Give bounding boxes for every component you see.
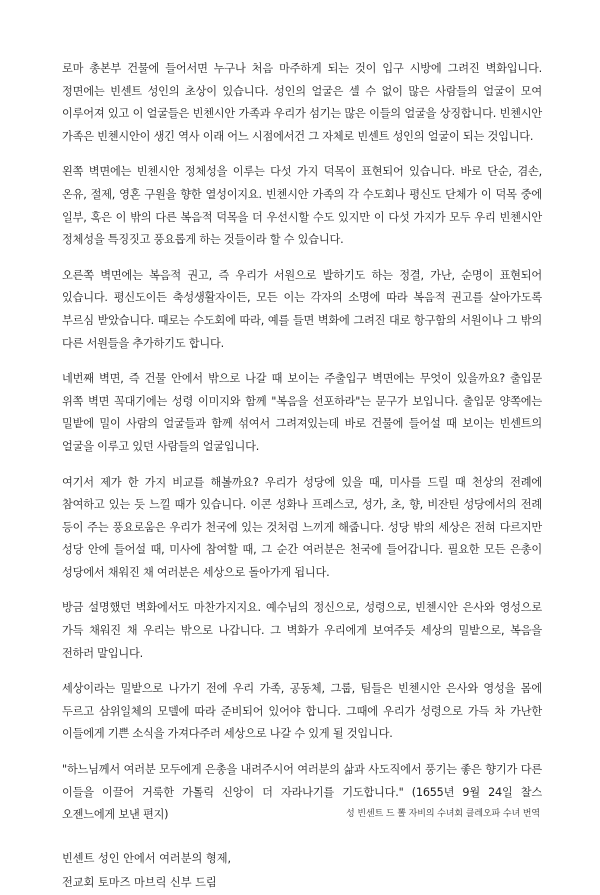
paragraph-mural-meaning: 방금 설명했던 벽화에서도 마찬가지지요. 예수님의 정신으로, 성령으로, 빈첸시안 은사와 영성으로 가득 채워진 채 우리는 밖으로 나갑니다. 그 벽화가 우리에게 보여주듯 세상의 밀밭으로, 복음을 전하러 말입니다. [62, 601, 542, 660]
translator-credit: 성 빈센트 드 뽈 자비의 수녀회 클레오파 수녀 번역 [346, 809, 540, 819]
paragraph-entrance-mural: 로마 총본부 건물에 들어서면 누구나 처음 마주하게 되는 것이 입구 시방에 그려진 벽화입니다. 정면에는 빈센트 성인의 초상이 있습니다. 성인의 얼굴은 셀 수 없이 많은 사람들의 얼굴이 모여 이루어져 있고 이 얼굴들은 빈첸시안 가족과 우리가 섬기는 많은 이들의 얼굴을 상징합니다. 빈첸시안 가족은 빈첸시안이 생긴 역사 이래 어느 시점에서건 그 자체로 빈센트 성인의 얼굴이 되는 것입니다. [62, 62, 542, 143]
signoff-line-1: 빈센트 성인 안에서 여러분의 형제, [62, 851, 232, 865]
paragraph-left-wall: 왼쪽 벽면에는 빈첸시안 정체성을 이루는 다섯 가지 덕목이 표현되어 있습니다. 바로 단순, 겸손, 온유, 절제, 영혼 구원을 향한 열성이지요. 빈첸시안 가족의 각 수도회나 평신도 단체가 이 덕목 중에 일부, 혹은 이 밖의 다른 복음적 덕목을 더 우선시할 수도 있지만 이 다섯 가지가 모두 우리 빈첸시안 정체성을 특징짓고 풍요롭게 하는 것들이라 할 수 있습니다. [62, 165, 542, 247]
paragraph-quote: "하느님께서 여러분 모두에게 은총을 내려주시어 여러분의 삶과 사도직에서 풍기는 좋은 향기가 다른 이들을 이끌어 거룩한 가톨릭 신앙이 더 자라나기를 기도합니다." (1655년 9월 24일 찰스 오젠느에게 보낸 편지) [62, 763, 542, 822]
paragraph-wheat-field: 세상이라는 밀밭으로 나가기 전에 우리 가족, 공동체, 그룹, 팀들은 빈첸시안 은사와 영성을 몸에 두르고 삼위일체의 모델에 따라 준비되어 있어야 합니다. 그때에 우리가 성령으로 가득 차 가난한 이들에게 기쁜 소식을 가져다주러 세상으로 나갈 수 있게 될 것입니다. [62, 682, 542, 741]
paragraph-comparison: 여기서 제가 한 가지 비교를 해볼까요? 우리가 성당에 있을 때, 미사를 드릴 때 천상의 전례에 참여하고 있는 듯 느낄 때가 있습니다. 이콘 성화나 프레스코, 성가, 초, 향, 비잔틴 성당에서의 전례 등이 주는 풍요로움은 우리가 천국에 있는 것처럼 느끼게 해줍니다. 성당 밖의 세상은 전혀 다르지만 성당 안에 들어설 때, 미사에 참여할 때, 그 순간 여러분은 천국에 들어갑니다. 필요한 모든 은총이 성당에서 채워진 채 여러분은 세상으로 돌아가게 됩니다. [62, 475, 542, 579]
signoff-line-2: 전교회 토마즈 마브릭 신부 드림 [62, 875, 217, 889]
letter-body [62, 58, 542, 895]
paragraph-fourth-wall: 네번째 벽면, 즉 건물 안에서 밖으로 나갈 때 보이는 주출입구 벽면에는 무엇이 있을까요? 출입문 위쪽 벽면 꼭대기에는 성령 이미지와 함께 "복음을 선포하라"는 문구가 보입니다. 출입문 양쪽에는 밀밭에 밀이 사람의 얼굴들과 함께 섞여서 그려져있는데 바로 건물에 들어설 때 보이는 빈센트의 얼굴을 이루고 있던 사람들의 얼굴입니다. [62, 372, 542, 453]
signoff [62, 847, 542, 895]
paragraph-right-wall: 오른쪽 벽면에는 복음적 권고, 즉 우리가 서원으로 발하기도 하는 정결, 가난, 순명이 표현되어 있습니다. 평신도이든 축성생활자이든, 모든 이는 각자의 소명에 따라 복음적 권고를 살아가도록 부르심 받았습니다. 때로는 수도회에 따라, 예를 들면 벽화에 그려진 대로 항구함의 서원이나 그 밖의 다른 서원들을 추가하기도 합니다. [62, 268, 542, 350]
